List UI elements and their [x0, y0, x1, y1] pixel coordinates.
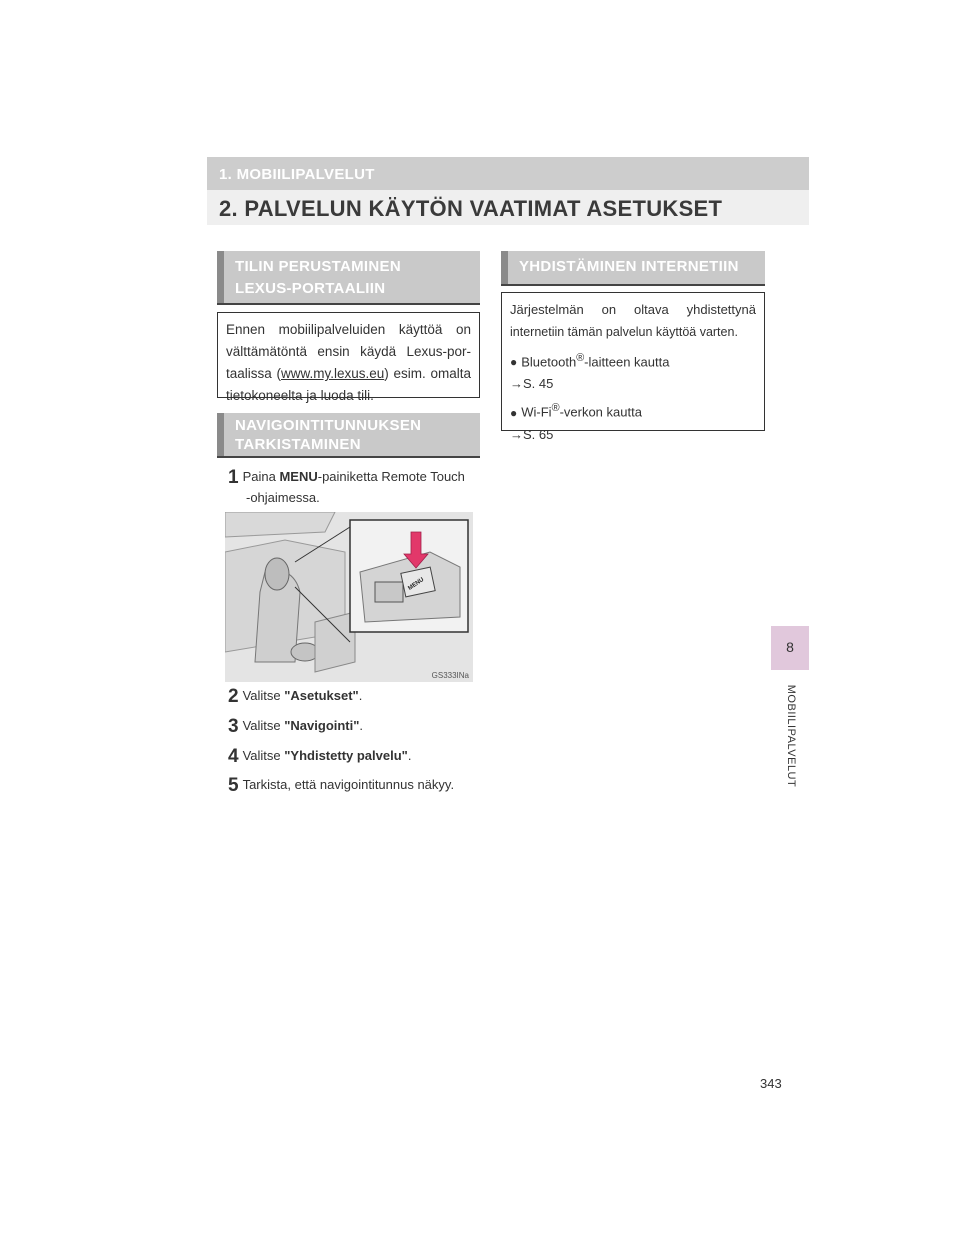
step-3: 3 Valitse "Navigointi".	[228, 716, 364, 737]
step-5: 5 Tarkista, että navigointitunnus näkyy.	[228, 775, 455, 796]
internet-text-line: Järjestelmän on oltava yhdistettynä	[510, 302, 756, 317]
section-heading-nav-id: NAVIGOINTITUNNUKSEN TARKISTAMINEN	[217, 413, 480, 458]
figure-id: GS333INa	[431, 671, 469, 680]
internet-info-box	[501, 292, 765, 442]
bluetooth-page-ref[interactable]: →S. 45	[510, 376, 554, 392]
chapter-title: 1. MOBIILIPALVELUT	[219, 166, 375, 183]
account-text-line: tietokoneelta ja luoda tili.	[226, 388, 374, 403]
step-1: 1 Paina MENU-painiketta Remote Touch	[228, 467, 465, 488]
account-info-box	[217, 312, 480, 403]
step-1-continued: -ohjaimessa.	[246, 490, 320, 505]
section-heading-internet: YHDISTÄMINEN INTERNETIIN	[501, 251, 765, 286]
account-text-line: välttämätöntä ensin käydä Lexus-por-	[226, 344, 471, 359]
section-heading-account: TILIN PERUSTAMINEN LEXUS-PORTAALIIN	[217, 251, 480, 305]
step-2: 2 Valitse "Asetukset".	[228, 686, 363, 707]
bluetooth-bullet: ● Bluetooth®-laitteen kautta	[510, 352, 670, 370]
chapter-side-label: MOBIILIPALVELUT	[785, 684, 797, 788]
bullet-icon: ●	[510, 405, 518, 420]
step-4: 4 Valitse "Yhdistetty palvelu".	[228, 746, 412, 767]
page-number: 343	[760, 1076, 782, 1091]
lexus-portal-link[interactable]: www.my.lexus.eu	[281, 366, 385, 381]
wifi-bullet: ● Wi-Fi®-verkon kautta	[510, 402, 642, 420]
section-header	[207, 190, 809, 225]
bullet-icon: ●	[510, 355, 518, 370]
chapter-tab-number: 8	[786, 639, 794, 655]
page-title: 2. PALVELUN KÄYTÖN VAATIMAT ASETUKSET	[219, 196, 723, 221]
internet-text-line: internetiin tämän palvelun käyttöä varten.	[510, 325, 738, 339]
console-drawing	[225, 512, 473, 682]
account-text-line: taalissa (www.my.lexus.eu) esim. omalta	[226, 366, 471, 381]
remote-touch-illustration	[225, 512, 473, 682]
account-text-line: Ennen mobiilipalveluiden käyttöä on	[226, 322, 471, 337]
chapter-tab[interactable]	[771, 626, 809, 670]
menu-button-label: MENU	[407, 576, 426, 592]
wifi-page-ref[interactable]: →S. 65	[510, 426, 554, 442]
chapter-header	[207, 157, 809, 190]
